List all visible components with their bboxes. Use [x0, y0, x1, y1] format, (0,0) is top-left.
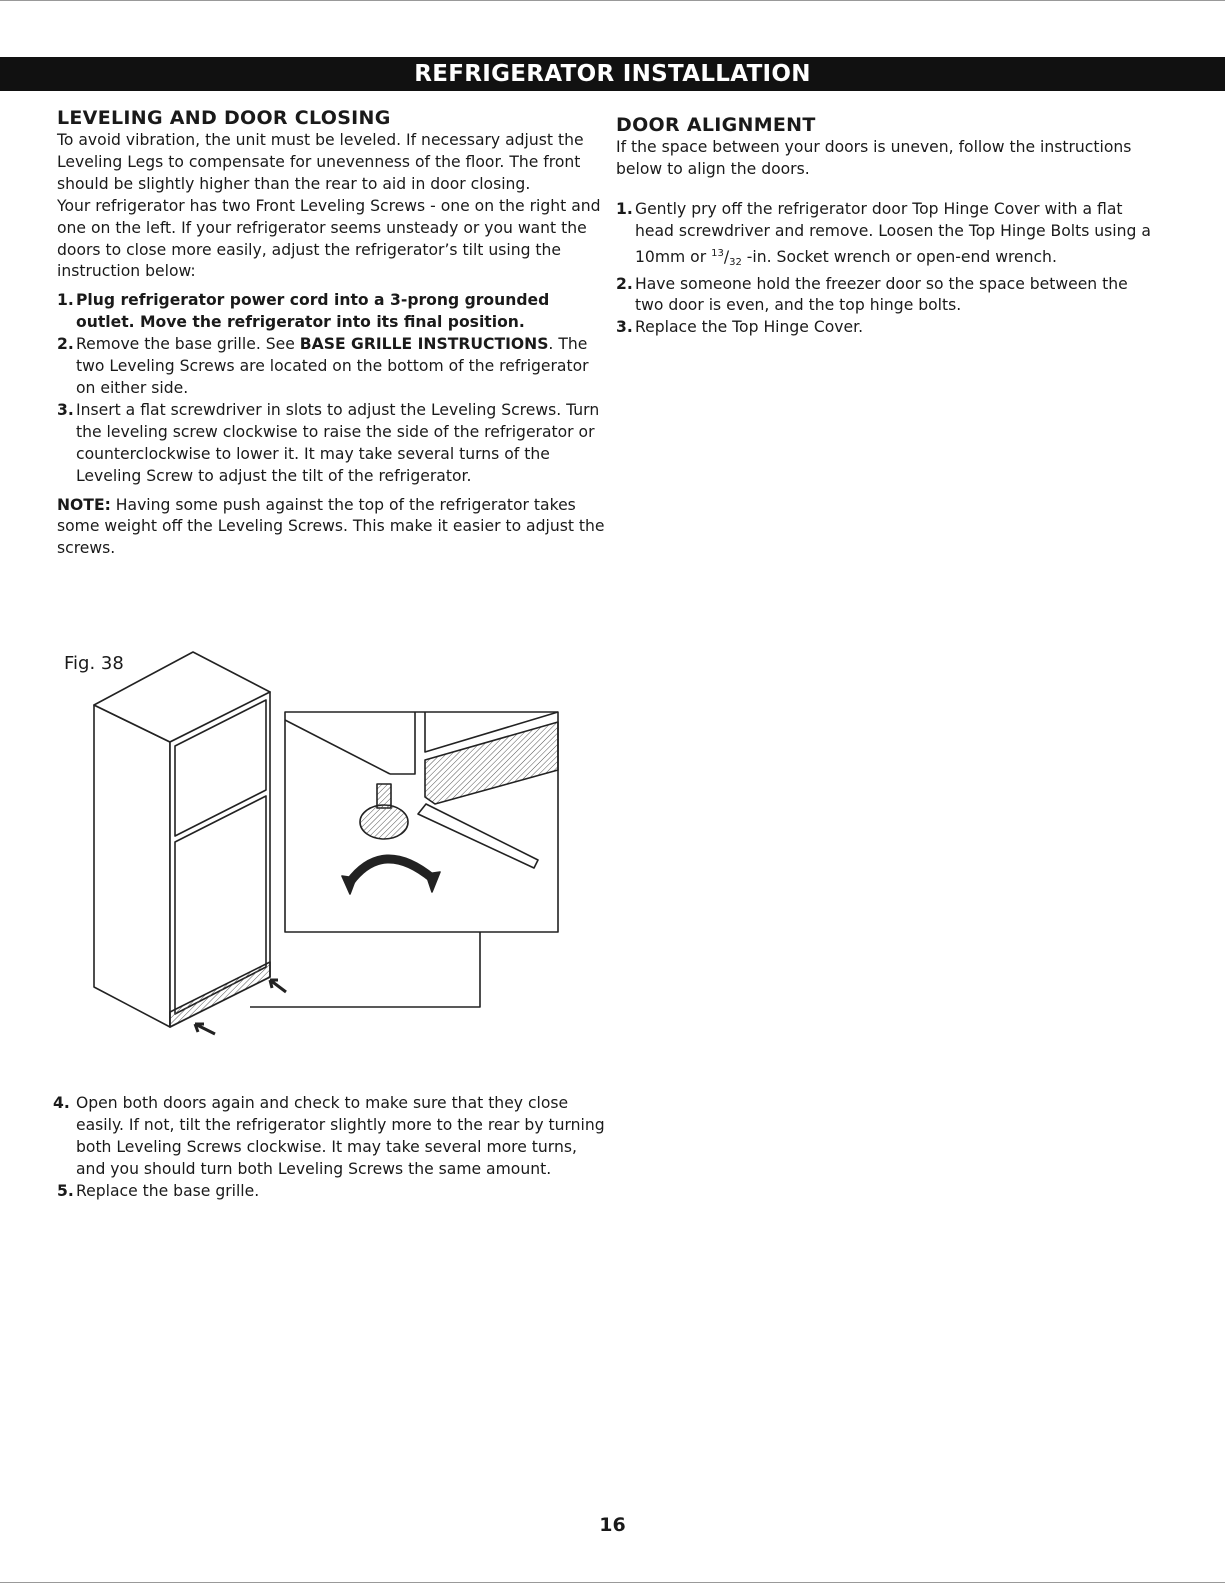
- leveling-note: [57, 495, 605, 561]
- leveling-intro-2: Your refrigerator has two Front Leveling Screws - one on the right and one on the left. If your refrigerator seems unsteady or you want the doors to close more easily, adjust the refrigerator’s tilt using the instruction below:: [57, 196, 601, 281]
- step-number: 5.: [57, 1181, 74, 1200]
- step-number: 3.: [57, 400, 74, 419]
- figure-label: Fig. 38: [64, 653, 124, 674]
- refrigerator-side: [94, 705, 170, 1027]
- step-number: 2.: [616, 274, 633, 293]
- leveling-step-4: [53, 1093, 605, 1181]
- fraction-numerator: 13: [711, 247, 724, 259]
- leveling-step-1: [57, 290, 605, 334]
- door-alignment-intro: If the space between your doors is uneven, follow the instructions below to align the doors.: [616, 138, 1132, 178]
- fraction-denominator: 32: [729, 256, 742, 268]
- alignment-step-2: [616, 274, 1156, 318]
- step-text: Replace the base grille.: [76, 1181, 260, 1200]
- leveling-intro-1: To avoid vibration, the unit must be leveled. If necessary adjust the Leveling Legs to compensate for unevenness of the floor. The front should be slightly higher than the rear to aid in door closing.: [57, 131, 584, 193]
- step-number: 3.: [616, 318, 633, 337]
- leveling-steps: [57, 290, 605, 487]
- step-number: 2.: [57, 335, 74, 354]
- page-title-banner: REFRIGERATOR INSTALLATION: [0, 57, 1225, 91]
- pointer-arrow-lower: [195, 1024, 215, 1034]
- step-text: Open both doors again and check to make sure that they close easily. If not, tilt the refrigerator slightly more to the rear by turning both Leveling Screws clockwise. It may take several more turns, and you should turn both Leveling Screws the same amount.: [76, 1094, 605, 1178]
- note-text: Having some push against the top of the refrigerator takes some weight off the Leveling Screws. This make it easier to adjust the screws.: [57, 495, 605, 558]
- step-text-continued: -in. Socket wrench or open-end wrench.: [741, 247, 1057, 266]
- step-number: 1.: [616, 199, 633, 218]
- step-text-continued: . The two Leveling Screws are located on the bottom of the refrigerator on either side.: [76, 335, 589, 397]
- leveling-steps-after-figure: [53, 1093, 605, 1203]
- leveling-section: [57, 106, 605, 560]
- leveling-heading: LEVELING AND DOOR CLOSING: [57, 107, 391, 129]
- leveling-step-5: [57, 1181, 605, 1203]
- step-text: Remove the base grille. See: [76, 335, 300, 354]
- step-text: Plug refrigerator power cord into a 3-prong grounded outlet. Move the refrigerator into its final position.: [76, 291, 550, 332]
- base-grille-reference: BASE GRILLE INSTRUCTIONS: [299, 335, 549, 354]
- leveling-step-2: [57, 334, 605, 400]
- leader-line: [250, 932, 480, 1007]
- alignment-step-1: 1. Gently pry off the refrigerator door Top Hinge Cover with a flat head screwdriver and remove. Loosen the Top Hinge Bolts using a 10mm or $^{13}$/32 -in. Socket wrench or open-end wrench.: [616, 199, 1151, 268]
- page-number: 16: [599, 1514, 626, 1536]
- figure-38: [60, 642, 580, 1052]
- door-alignment-section: [616, 113, 1156, 339]
- refrigerator-leveling-illustration: [60, 642, 580, 1052]
- door-alignment-heading: DOOR ALIGNMENT: [616, 114, 816, 136]
- step-text: Gently pry off the refrigerator door Top Hinge Cover with a flat head screwdriver and remove. Loosen the Top Hinge Bolts using a 10mm or: [635, 199, 1151, 266]
- pointer-arrow-upper: [270, 980, 286, 992]
- leveling-step-3: [57, 400, 605, 488]
- bottom-rule: [0, 1582, 1225, 1583]
- step-text: Insert a flat screwdriver in slots to adjust the Leveling Screws. Turn the leveling screw clockwise to raise the side of the refrigerator or counterclockwise to lower it. It may take several turns of the Leveling Screw to adjust the tilt of the refrigerator.: [76, 400, 600, 485]
- step-text: Replace the Top Hinge Cover.: [635, 318, 864, 337]
- step-text: Have someone hold the freezer door so the space between the two door is even, and the top hinge bolts.: [635, 274, 1128, 315]
- step-number: 4.: [53, 1094, 70, 1112]
- note-label: NOTE:: [57, 495, 111, 514]
- door-alignment-steps: [616, 199, 1156, 339]
- top-rule: [0, 0, 1225, 4]
- leveling-steps-continued: [53, 1093, 605, 1203]
- alignment-step-3: [616, 317, 1156, 339]
- step-number: 1.: [57, 291, 74, 310]
- leveling-screw-head: [360, 805, 408, 839]
